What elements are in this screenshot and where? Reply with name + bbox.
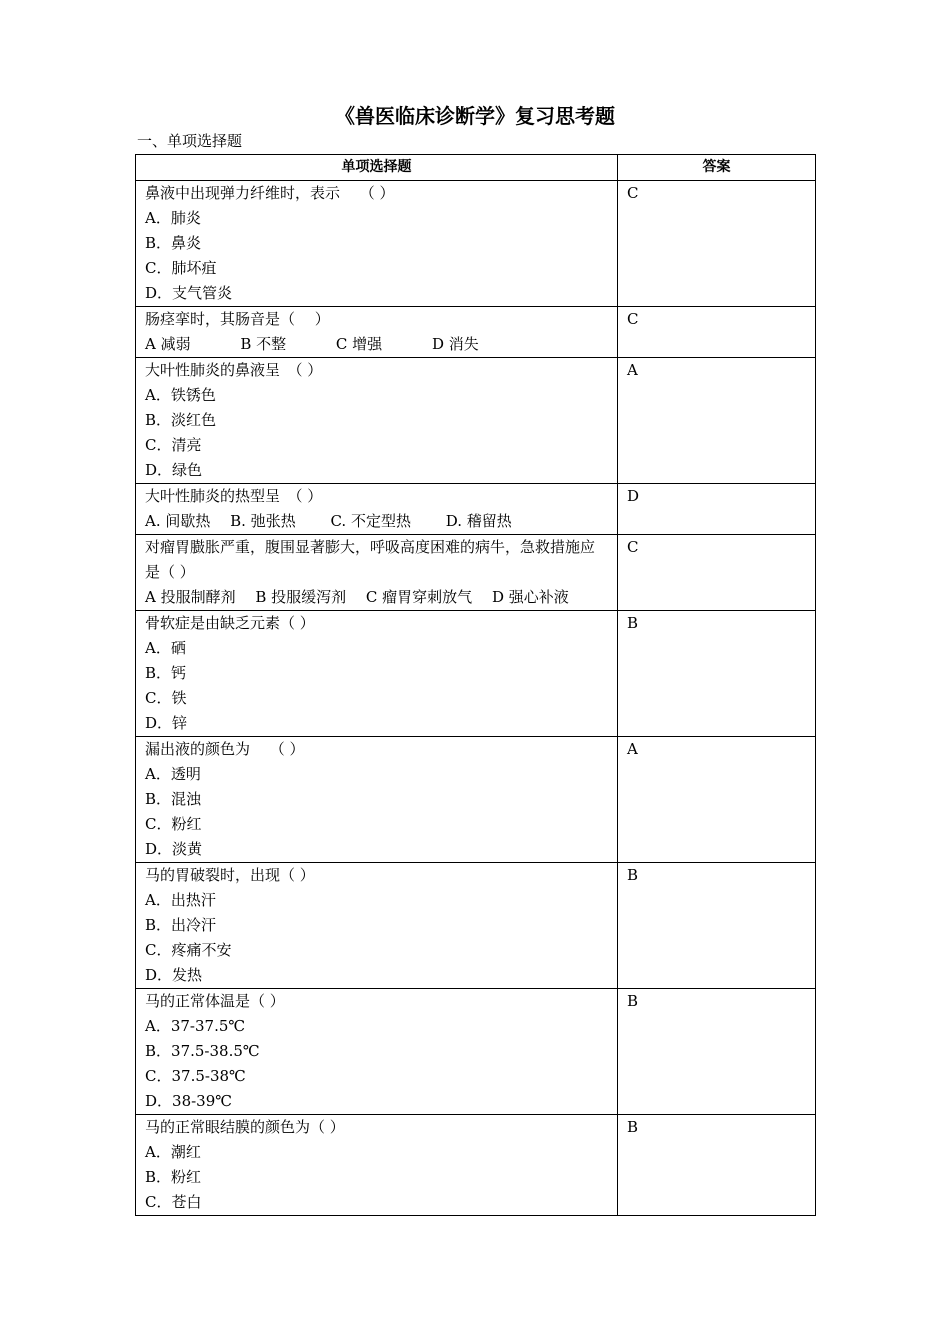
option: B．钙 <box>145 664 187 682</box>
table-row <box>136 863 816 989</box>
table-row <box>136 989 816 1115</box>
option: A．出热汗 <box>145 891 216 909</box>
option: C．疼痛不安 <box>145 941 232 959</box>
option: D．淡黄 <box>145 840 203 858</box>
section-heading: 一、单项选择题 <box>137 132 243 150</box>
option: A．潮红 <box>145 1143 201 1161</box>
option: C．37.5-38℃ <box>145 1067 246 1085</box>
question-stem: 马的正常眼结膜的颜色为（ ） <box>145 1118 345 1136</box>
question-cell <box>136 307 618 358</box>
option: D．锌 <box>145 714 188 732</box>
question-stem: 骨软症是由缺乏元素（ ） <box>145 614 315 632</box>
question-stem: 肠痉挛时，其肠音是（ ） <box>145 310 330 328</box>
answer-value: B <box>627 1118 639 1136</box>
answer-value: B <box>627 866 639 884</box>
question-stem: 对瘤胃臌胀严重，腹围显著膨大，呼吸高度困难的病牛，急救措施应是（ ） <box>145 538 596 581</box>
answer-cell <box>618 737 816 863</box>
option: A．37-37.5℃ <box>145 1017 246 1035</box>
table-row <box>136 535 816 611</box>
question-cell <box>136 989 618 1115</box>
answer-value: A <box>627 361 638 379</box>
options-inline: A. 间歇热 B. 弛张热 C. 不定型热 D. 稽留热 <box>145 512 512 530</box>
question-cell <box>136 737 618 863</box>
question-cell <box>136 181 618 307</box>
option: B．鼻炎 <box>145 234 202 252</box>
option: A．透明 <box>145 765 201 783</box>
question-cell <box>136 611 618 737</box>
answer-value: B <box>627 992 639 1010</box>
table-row <box>136 611 816 737</box>
options-inline: A 投服制酵剂 B 投服缓泻剂 C 瘤胃穿刺放气 D 强心补液 <box>145 588 569 606</box>
header-question: 单项选择题 <box>136 155 618 181</box>
page-title: 《兽医临床诊断学》复习思考题 <box>335 104 615 128</box>
option: C．肺坏疽 <box>145 259 217 277</box>
option: D．38-39℃ <box>145 1092 233 1110</box>
option: C．粉红 <box>145 815 202 833</box>
option: B．粉红 <box>145 1168 202 1186</box>
option: C．铁 <box>145 689 187 707</box>
option: B．淡红色 <box>145 411 217 429</box>
table-row <box>136 358 816 484</box>
answer-cell <box>618 863 816 989</box>
answer-cell <box>618 989 816 1115</box>
option: A．肺炎 <box>145 209 201 227</box>
table-row <box>136 307 816 358</box>
question-stem: 大叶性肺炎的热型呈 （ ） <box>145 487 323 505</box>
question-cell <box>136 535 618 611</box>
answer-cell <box>618 611 816 737</box>
answer-value: C <box>627 538 639 556</box>
option: A．硒 <box>145 639 186 657</box>
option: C．苍白 <box>145 1193 202 1211</box>
answer-value: C <box>627 184 639 202</box>
question-cell <box>136 863 618 989</box>
answer-cell <box>618 1115 816 1216</box>
table-row <box>136 181 816 307</box>
option: D．支气管炎 <box>145 284 233 302</box>
table-row <box>136 1115 816 1216</box>
option: A．铁锈色 <box>145 386 216 404</box>
question-stem: 漏出液的颜色为 （ ） <box>145 740 305 758</box>
answer-cell <box>618 181 816 307</box>
question-stem: 马的胃破裂时，出现（ ） <box>145 866 315 884</box>
question-cell <box>136 484 618 535</box>
question-stem: 马的正常体温是（ ） <box>145 992 285 1010</box>
header-answer: 答案 <box>618 155 816 181</box>
answer-cell <box>618 484 816 535</box>
question-cell <box>136 1115 618 1216</box>
option: C．清亮 <box>145 436 202 454</box>
option: B．混浊 <box>145 790 202 808</box>
answer-cell <box>618 307 816 358</box>
options-inline: A 减弱 B 不整 C 增强 D 消失 <box>145 335 479 353</box>
answer-value: C <box>627 310 639 328</box>
option: B．37.5-38.5℃ <box>145 1042 260 1060</box>
question-stem: 鼻液中出现弹力纤维时，表示 （ ） <box>145 184 395 202</box>
answer-value: D <box>627 487 640 505</box>
answer-value: B <box>627 614 639 632</box>
question-table <box>135 154 816 1216</box>
table-row <box>136 737 816 863</box>
answer-cell <box>618 358 816 484</box>
option: D．发热 <box>145 966 203 984</box>
option: D．绿色 <box>145 461 203 479</box>
option: B．出冷汗 <box>145 916 217 934</box>
answer-cell <box>618 535 816 611</box>
table-header-row <box>136 155 816 181</box>
question-cell <box>136 358 618 484</box>
table-row <box>136 484 816 535</box>
answer-value: A <box>627 740 638 758</box>
question-stem: 大叶性肺炎的鼻液呈 （ ） <box>145 361 323 379</box>
